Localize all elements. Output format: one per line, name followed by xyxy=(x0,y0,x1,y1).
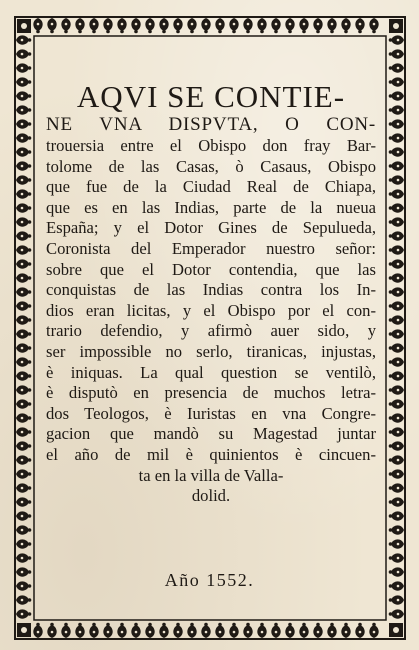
border-motif xyxy=(16,175,31,184)
border-corner-dot xyxy=(21,23,27,29)
body-text xyxy=(46,114,376,507)
text-line: dios eran licitas, y el Obispo por el con- xyxy=(46,300,376,320)
border-corner-dot xyxy=(393,627,399,633)
border-motif xyxy=(389,77,404,86)
border-motif xyxy=(389,91,404,100)
border-motif xyxy=(389,525,404,534)
border-motif xyxy=(16,329,31,338)
border-motif xyxy=(75,623,84,638)
border-motif xyxy=(389,539,404,548)
border-motif xyxy=(16,77,31,86)
border-motif xyxy=(16,525,31,534)
border-motif xyxy=(16,259,31,268)
border-motif xyxy=(16,413,31,422)
border-motif xyxy=(257,18,266,33)
border-motif xyxy=(389,553,404,562)
text-line: tolome de las Casas, ò Casaus, Obispo xyxy=(46,156,376,176)
border-motif xyxy=(16,133,31,142)
border-motif xyxy=(389,147,404,156)
border-motif xyxy=(327,623,336,638)
border-motif xyxy=(33,18,42,33)
border-motif xyxy=(355,623,364,638)
border-motif xyxy=(16,427,31,436)
text-line: que fue de la Ciudad Real de Chiapa, xyxy=(46,177,376,197)
border-motif xyxy=(131,18,140,33)
border-motif xyxy=(341,18,350,33)
border-motif xyxy=(271,18,280,33)
border-motif xyxy=(173,623,182,638)
border-motif xyxy=(33,623,42,638)
border-motif xyxy=(327,18,336,33)
text-line: conquistas de las Indias contra los In- xyxy=(46,280,376,300)
border-motif xyxy=(16,35,31,44)
border-motif xyxy=(257,623,266,638)
border-motif xyxy=(389,469,404,478)
border-motif xyxy=(16,343,31,352)
border-motif xyxy=(16,231,31,240)
border-motif xyxy=(16,287,31,296)
border-motif xyxy=(61,623,70,638)
text-line: sobre que el Dotor contendia, que las xyxy=(46,259,376,279)
page-title: AQVI SE CONTIE- xyxy=(76,79,346,114)
border-motif xyxy=(389,609,404,618)
border-motif xyxy=(16,539,31,548)
border-motif xyxy=(187,18,196,33)
border-motif xyxy=(159,623,168,638)
border-motif xyxy=(313,18,322,33)
text-line: Coronista del Emperador nuestro señor: xyxy=(46,238,376,258)
border-motif xyxy=(285,18,294,33)
text-line: è iniquas. La qual question se ventilò, xyxy=(46,362,376,382)
border-motif xyxy=(389,315,404,324)
border-motif xyxy=(389,385,404,394)
border-motif xyxy=(16,161,31,170)
border-motif xyxy=(389,105,404,114)
border-motif xyxy=(299,18,308,33)
border-motif xyxy=(389,287,404,296)
border-motif xyxy=(389,329,404,338)
border-motif xyxy=(389,427,404,436)
border-motif xyxy=(271,623,280,638)
border-motif xyxy=(16,595,31,604)
border-motif xyxy=(117,18,126,33)
border-motif xyxy=(389,273,404,282)
border-motif xyxy=(103,18,112,33)
border-motif xyxy=(389,301,404,310)
border-motif xyxy=(16,63,31,72)
border-motif xyxy=(16,49,31,58)
text-line: dos Teologos, è Iuristas en vna Congre- xyxy=(46,403,376,423)
border-motif xyxy=(369,623,378,638)
border-motif xyxy=(369,18,378,33)
border-motif xyxy=(389,161,404,170)
border-motif xyxy=(389,511,404,520)
border-motif xyxy=(389,231,404,240)
text-line: è disputò en presencia de muchos letra- xyxy=(46,383,376,403)
border-motif xyxy=(16,91,31,100)
border-motif xyxy=(389,371,404,380)
border-motif xyxy=(89,623,98,638)
border-motif xyxy=(173,18,182,33)
border-motif xyxy=(389,63,404,72)
text-line: el año de mil è quinientos è cincuen- xyxy=(46,444,376,464)
border-motif xyxy=(389,175,404,184)
border-motif xyxy=(201,18,210,33)
border-motif xyxy=(16,371,31,380)
border-motif xyxy=(16,203,31,212)
border-motif xyxy=(16,217,31,226)
border-motif xyxy=(16,455,31,464)
border-motif xyxy=(16,441,31,450)
border-motif xyxy=(16,119,31,128)
border-motif xyxy=(187,623,196,638)
border-motif xyxy=(215,623,224,638)
border-motif xyxy=(16,609,31,618)
border-motif xyxy=(389,259,404,268)
border-motif xyxy=(159,18,168,33)
border-motif xyxy=(16,511,31,520)
text-line: trario defendio, y afirmò auer sido, y xyxy=(46,321,376,341)
text-line: que es en las Indias, parte de la nueua xyxy=(46,197,376,217)
border-motif xyxy=(16,315,31,324)
border-motif xyxy=(389,189,404,198)
border-corner-dot xyxy=(393,23,399,29)
border-motif xyxy=(389,455,404,464)
text-line: dolid. xyxy=(191,486,231,506)
border-motif xyxy=(16,357,31,366)
text-line: trouersia entre el Obispo don fray Bar- xyxy=(46,136,376,155)
border-motif xyxy=(61,18,70,33)
text-line: España; y el Dotor Gines de Sepulueda, xyxy=(46,218,376,238)
text-line: NE VNA DISPVTA, O CON- xyxy=(46,114,376,135)
border-motif xyxy=(16,497,31,506)
border-motif xyxy=(229,623,238,638)
border-motif xyxy=(103,623,112,638)
border-motif xyxy=(285,623,294,638)
border-motif xyxy=(313,623,322,638)
border-motif xyxy=(389,483,404,492)
title-page-text xyxy=(46,64,376,507)
border-motif xyxy=(389,357,404,366)
border-motif xyxy=(389,35,404,44)
border-motif xyxy=(47,623,56,638)
border-motif xyxy=(131,623,140,638)
border-motif xyxy=(16,553,31,562)
border-motif xyxy=(389,399,404,408)
border-motif xyxy=(145,623,154,638)
border-motif xyxy=(389,203,404,212)
border-motif xyxy=(215,18,224,33)
border-motif xyxy=(389,217,404,226)
border-motif xyxy=(389,441,404,450)
text-line: gacion que mandò su Magestad juntar xyxy=(46,424,376,444)
border-motif xyxy=(201,623,210,638)
border-motif xyxy=(117,623,126,638)
border-motif xyxy=(89,18,98,33)
border-motif xyxy=(389,49,404,58)
border-motif xyxy=(389,343,404,352)
border-motif xyxy=(389,595,404,604)
publication-year: Año 1552. xyxy=(164,570,255,590)
border-motif xyxy=(389,119,404,128)
border-motif xyxy=(16,147,31,156)
border-motif xyxy=(229,18,238,33)
border-motif xyxy=(16,245,31,254)
border-motif xyxy=(16,399,31,408)
border-motif xyxy=(16,385,31,394)
border-motif xyxy=(355,18,364,33)
border-motif xyxy=(243,18,252,33)
border-motif xyxy=(389,245,404,254)
border-motif xyxy=(341,623,350,638)
border-motif xyxy=(75,18,84,33)
border-motif xyxy=(16,273,31,282)
border-motif xyxy=(16,301,31,310)
border-corner-dot xyxy=(21,627,27,633)
text-line: ta en la villa de Valla- xyxy=(138,465,284,485)
border-motif xyxy=(16,469,31,478)
border-motif xyxy=(16,105,31,114)
border-motif xyxy=(145,18,154,33)
border-motif xyxy=(16,189,31,198)
border-motif xyxy=(243,623,252,638)
border-motif xyxy=(389,413,404,422)
border-motif xyxy=(299,623,308,638)
text-line: ser impossible no serlo, tiranicas, injustas, xyxy=(46,341,376,361)
border-motif xyxy=(389,133,404,142)
border-motif xyxy=(389,497,404,506)
border-motif xyxy=(47,18,56,33)
border-motif xyxy=(16,483,31,492)
